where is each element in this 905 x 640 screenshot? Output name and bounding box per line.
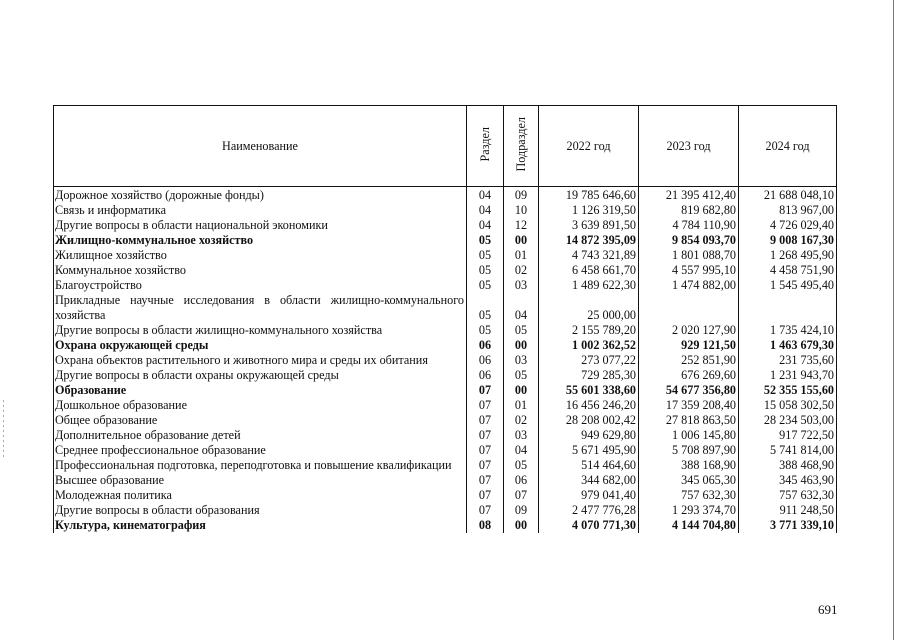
row-section: 05 [467,323,504,338]
row-subsection: 00 [504,338,539,353]
table-row [54,443,837,458]
row-2024: 3 771 339,10 [739,518,837,533]
row-name: Дошкольное образование [54,398,467,413]
row-2022: 514 464,60 [539,458,639,473]
table-row [54,263,837,278]
row-subsection: 05 [504,323,539,338]
row-section: 07 [467,503,504,518]
row-subsection: 12 [504,218,539,233]
row-name: Среднее профессиональное образование [54,443,467,458]
row-section: 07 [467,383,504,398]
row-2024: 9 008 167,30 [739,233,837,248]
table-row [54,473,837,488]
row-2023: 1 801 088,70 [639,248,739,263]
row-2024: 388 468,90 [739,458,837,473]
row-name: Прикладные научные исследования в области жилищно-коммунального хозяйства [54,293,467,323]
row-name: Дорожное хозяйство (дорожные фонды) [54,187,467,204]
row-2023: 676 269,60 [639,368,739,383]
table-row [54,233,837,248]
table-header-row [54,106,837,187]
row-2024: 28 234 503,00 [739,413,837,428]
budget-table [53,105,837,533]
row-2023: 21 395 412,40 [639,187,739,204]
row-2024: 1 545 495,40 [739,278,837,293]
header-2023: 2023 год [639,106,739,187]
row-section: 06 [467,353,504,368]
row-2022: 729 285,30 [539,368,639,383]
table-row [54,203,837,218]
row-2022: 2 155 789,20 [539,323,639,338]
table-body [54,187,837,534]
table-row [54,187,837,204]
row-2022: 16 456 246,20 [539,398,639,413]
row-name: Дополнительное образование детей [54,428,467,443]
row-2024: 1 268 495,90 [739,248,837,263]
row-section: 06 [467,368,504,383]
row-section: 04 [467,187,504,204]
table-row [54,293,837,323]
table-row [54,368,837,383]
row-2023: 4 784 110,90 [639,218,739,233]
row-name: Жилищное хозяйство [54,248,467,263]
row-2024: 911 248,50 [739,503,837,518]
row-section: 05 [467,233,504,248]
row-section: 05 [467,248,504,263]
row-subsection: 05 [504,368,539,383]
row-2022: 55 601 338,60 [539,383,639,398]
table-row [54,488,837,503]
row-section: 08 [467,518,504,533]
row-2023: 757 632,30 [639,488,739,503]
row-2022: 6 458 661,70 [539,263,639,278]
row-2022: 979 041,40 [539,488,639,503]
row-2022: 344 682,00 [539,473,639,488]
header-section: Раздел [467,106,504,187]
table-row [54,398,837,413]
row-2024: 757 632,30 [739,488,837,503]
row-2024: 1 735 424,10 [739,323,837,338]
table-row [54,338,837,353]
row-name: Другие вопросы в области образования [54,503,467,518]
row-name: Другие вопросы в области охраны окружающей среды [54,368,467,383]
row-section: 05 [467,263,504,278]
row-2023: 819 682,80 [639,203,739,218]
row-2023: 9 854 093,70 [639,233,739,248]
row-name: Другие вопросы в области национальной экономики [54,218,467,233]
row-2022: 2 477 776,28 [539,503,639,518]
table-row [54,248,837,263]
row-section: 05 [467,278,504,293]
row-2024: 21 688 048,10 [739,187,837,204]
row-2023: 1 293 374,70 [639,503,739,518]
row-2024: 813 967,00 [739,203,837,218]
row-name: Благоустройство [54,278,467,293]
table-row [54,218,837,233]
row-subsection: 00 [504,383,539,398]
row-section: 04 [467,203,504,218]
row-2023: 27 818 863,50 [639,413,739,428]
row-2022: 1 002 362,52 [539,338,639,353]
row-name: Охрана объектов растительного и животного мира и среды их обитания [54,353,467,368]
row-2024: 231 735,60 [739,353,837,368]
row-name: Высшее образование [54,473,467,488]
row-2022: 19 785 646,60 [539,187,639,204]
row-section: 04 [467,218,504,233]
row-subsection: 10 [504,203,539,218]
scan-margin-mark [3,400,4,460]
row-2024: 52 355 155,60 [739,383,837,398]
row-2024: 1 463 679,30 [739,338,837,353]
row-2024: 345 463,90 [739,473,837,488]
row-subsection: 04 [504,293,539,323]
row-name: Связь и информатика [54,203,467,218]
row-2023: 4 144 704,80 [639,518,739,533]
row-subsection: 05 [504,458,539,473]
row-subsection: 01 [504,398,539,413]
row-name: Молодежная политика [54,488,467,503]
row-name: Охрана окружающей среды [54,338,467,353]
row-2022: 949 629,80 [539,428,639,443]
row-section: 07 [467,443,504,458]
row-subsection: 06 [504,473,539,488]
row-2023: 4 557 995,10 [639,263,739,278]
row-2023: 345 065,30 [639,473,739,488]
row-2022: 1 489 622,30 [539,278,639,293]
table-row [54,458,837,473]
row-subsection: 09 [504,503,539,518]
row-2023 [639,293,739,323]
row-subsection: 09 [504,187,539,204]
row-2024: 1 231 943,70 [739,368,837,383]
row-subsection: 07 [504,488,539,503]
row-section: 05 [467,293,504,323]
page-number: 691 [818,602,838,617]
header-2022: 2022 год [539,106,639,187]
row-2022: 25 000,00 [539,293,639,323]
row-2022: 3 639 891,50 [539,218,639,233]
table-row [54,353,837,368]
row-subsection: 01 [504,248,539,263]
row-2024: 917 722,50 [739,428,837,443]
table-row [54,278,837,293]
table-row [54,323,837,338]
row-2023: 1 006 145,80 [639,428,739,443]
scan-edge-line [893,0,894,640]
row-2023: 17 359 208,40 [639,398,739,413]
row-subsection: 03 [504,278,539,293]
row-2024 [739,293,837,323]
row-2023: 54 677 356,80 [639,383,739,398]
row-section: 07 [467,398,504,413]
row-name: Культура, кинематография [54,518,467,533]
row-subsection: 04 [504,443,539,458]
header-2024: 2024 год [739,106,837,187]
row-2022: 1 126 319,50 [539,203,639,218]
table-row [54,503,837,518]
row-subsection: 00 [504,518,539,533]
row-2023: 388 168,90 [639,458,739,473]
table-row [54,428,837,443]
header-name: Наименование [54,106,467,187]
row-2024: 15 058 302,50 [739,398,837,413]
row-name: Общее образование [54,413,467,428]
row-2024: 4 458 751,90 [739,263,837,278]
row-2024: 4 726 029,40 [739,218,837,233]
row-2023: 2 020 127,90 [639,323,739,338]
row-section: 07 [467,413,504,428]
row-2022: 4 070 771,30 [539,518,639,533]
row-2022: 273 077,22 [539,353,639,368]
row-2022: 4 743 321,89 [539,248,639,263]
row-name: Профессиональная подготовка, переподготовка и повышение квалификации [54,458,467,473]
row-section: 07 [467,458,504,473]
row-subsection: 02 [504,413,539,428]
row-subsection: 02 [504,263,539,278]
header-subsection: Подраздел [504,106,539,187]
row-section: 07 [467,473,504,488]
row-2023: 252 851,90 [639,353,739,368]
row-2024: 5 741 814,00 [739,443,837,458]
row-name: Жилищно-коммунальное хозяйство [54,233,467,248]
row-name: Другие вопросы в области жилищно-коммунального хозяйства [54,323,467,338]
row-2022: 14 872 395,09 [539,233,639,248]
row-section: 07 [467,428,504,443]
row-subsection: 03 [504,353,539,368]
row-section: 07 [467,488,504,503]
table-row [54,518,837,533]
row-2023: 5 708 897,90 [639,443,739,458]
table-row [54,383,837,398]
row-name: Образование [54,383,467,398]
row-subsection: 00 [504,233,539,248]
row-2022: 28 208 002,42 [539,413,639,428]
row-section: 06 [467,338,504,353]
row-subsection: 03 [504,428,539,443]
row-2022: 5 671 495,90 [539,443,639,458]
row-name: Коммунальное хозяйство [54,263,467,278]
row-2023: 929 121,50 [639,338,739,353]
table-row [54,413,837,428]
row-2023: 1 474 882,00 [639,278,739,293]
